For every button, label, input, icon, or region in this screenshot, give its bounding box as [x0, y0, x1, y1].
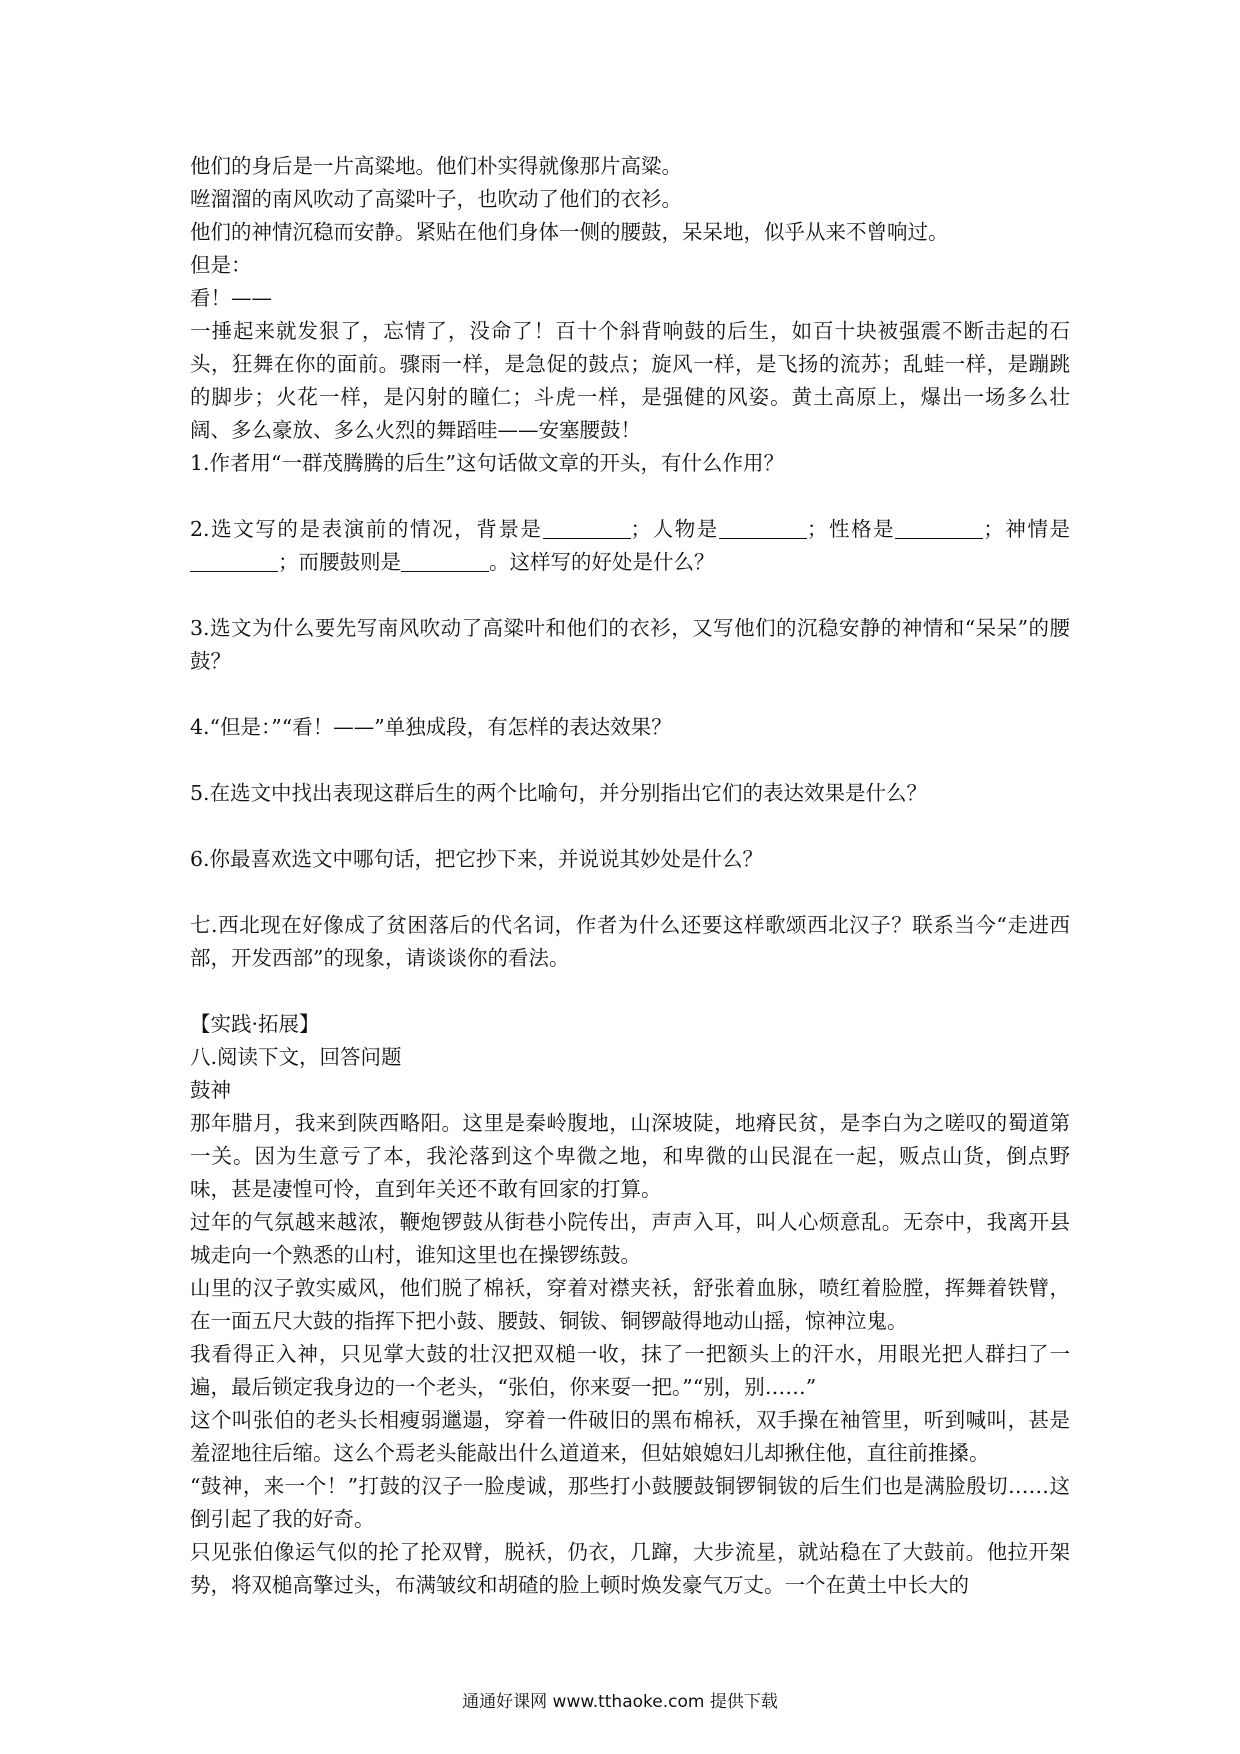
passage-line: 看！—— — [190, 286, 272, 310]
question-5: 5.在选文中找出表现这群后生的两个比喻句，并分别指出它们的表达效果是什么？ — [190, 781, 928, 805]
section-heading: 【实践·拓展】 — [190, 1012, 320, 1036]
answer-blank[interactable] — [401, 551, 489, 572]
story-paragraph: 过年的气氛越来越浓，鞭炮锣鼓从街巷小院传出，声声入耳，叫人心烦意乱。无奈中，我离开县城走向一个熟悉的山村，谁知这里也在操锣练鼓。 — [190, 1210, 1070, 1267]
story-paragraph: 那年腊月，我来到陕西略阳。这里是秦岭腹地，山深坡陡，地瘠民贫，是李白为之嗟叹的蜀道第一关。因为生意亏了本，我沦落到这个卑微之地，和卑微的山民混在一起，贩点山货，倒点野味，甚是凄惶可怜，直到年关还不敢有回家的打算。 — [190, 1111, 1070, 1201]
passage-line: 他们的身后是一片高粱地。他们朴实得就像那片高粱。 — [190, 154, 682, 178]
document-body — [190, 150, 1070, 1602]
answer-space — [190, 810, 1070, 843]
story-paragraph: 这个叫张伯的老头长相瘦弱邋遢，穿着一件破旧的黑布棉袄，双手操在袖管里，听到喊叫，甚是羞涩地往后缩。这么个焉老头能敲出什么道道来，但姑娘媳妇儿却揪住他，直往前推搡。 — [190, 1408, 1070, 1465]
question-2-part: ；性格是 — [806, 517, 896, 541]
question-6: 6.你最喜欢选文中哪句话，把它抄下来，并说说其妙处是什么？ — [190, 847, 764, 871]
question-3: 3.选文为什么要先写南风吹动了高粱叶和他们的衣衫，又写他们的沉稳安静的神情和“呆呆”的腰鼓？ — [190, 616, 1070, 673]
answer-space — [190, 744, 1070, 777]
passage-paragraph: 一捶起来就发狠了，忘情了，没命了！百十个斜背响鼓的后生，如百十块被强震不断击起的石头，狂舞在你的面前。骤雨一样，是急促的鼓点；旋风一样，是飞扬的流苏；乱蛙一样，是蹦跳的脚步；火花一样，是闪射的瞳仁；斗虎一样，是强健的风姿。黄土高原上，爆出一场多么壮阔、多么豪放、多么火烈的舞蹈哇——安塞腰鼓！ — [190, 319, 1070, 442]
story-paragraph: 我看得正入神，只见掌大鼓的壮汉把双槌一收，抹了一把额头上的汗水，用眼光把人群扫了一遍，最后锁定我身边的一个老头，“张伯，你来耍一把。”“别，别……” — [190, 1342, 1070, 1399]
passage-line: 咝溜溜的南风吹动了高粱叶子，也吹动了他们的衣衫。 — [190, 187, 682, 211]
question-1: 1.作者用“一群茂腾腾的后生”这句话做文章的开头，有什么作用？ — [190, 451, 785, 475]
story-title: 鼓神 — [190, 1078, 231, 1102]
answer-blank[interactable] — [543, 518, 631, 539]
question-2-part: 。这样写的好处是什么？ — [489, 550, 715, 574]
story-paragraph: 山里的汉子敦实威风，他们脱了棉袄，穿着对襟夹袄，舒张着血脉，喷红着脸膛，挥舞着铁臂，在一面五尺大鼓的指挥下把小鼓、腰鼓、铜钹、铜锣敲得地动山摇，惊神泣鬼。 — [190, 1276, 1070, 1333]
answer-space — [190, 975, 1070, 1008]
answer-blank[interactable] — [190, 551, 278, 572]
answer-blank[interactable] — [895, 518, 983, 539]
question-2 — [190, 513, 1070, 579]
passage-line: 他们的神情沉稳而安静。紧贴在他们身体一侧的腰鼓，呆呆地，似乎从来不曾响过。 — [190, 220, 949, 244]
question-7: 七.西北现在好像成了贫困落后的代名词，作者为什么还要这样歌颂西北汉子？联系当今“走进西部，开发西部”的现象，请谈谈你的看法。 — [190, 913, 1070, 970]
question-2-part: ；而腰鼓则是 — [278, 550, 401, 574]
answer-blank[interactable] — [719, 518, 807, 539]
answer-space — [190, 876, 1070, 909]
question-4: 4.“但是：”“看！——”单独成段，有怎样的表达效果？ — [190, 715, 672, 739]
page-footer: 通通好课网 www.tthaoke.com 提供下载 — [462, 1692, 778, 1712]
answer-space — [190, 678, 1070, 711]
question-2-part: 2.选文写的是表演前的情况，背景是 — [190, 517, 543, 541]
question-2-part: ；人物是 — [630, 517, 719, 541]
question-2-part: ；神情是 — [983, 517, 1071, 541]
section-instruction: 八.阅读下文，回答问题 — [190, 1045, 402, 1069]
answer-space — [190, 480, 1070, 513]
answer-space — [190, 579, 1070, 612]
story-paragraph: 只见张伯像运气似的抡了抡双臂，脱袄，仍衣，几蹿，大步流星，就站稳在了大鼓前。他拉开架势，将双槌高擎过头，布满皱纹和胡碴的脸上顿时焕发豪气万丈。一个在黄土中长大的 — [190, 1540, 1070, 1597]
story-paragraph: “鼓神，来一个！”打鼓的汉子一脸虔诚，那些打小鼓腰鼓铜锣铜钹的后生们也是满脸殷切……这倒引起了我的好奇。 — [190, 1474, 1070, 1531]
passage-line: 但是： — [190, 253, 252, 277]
